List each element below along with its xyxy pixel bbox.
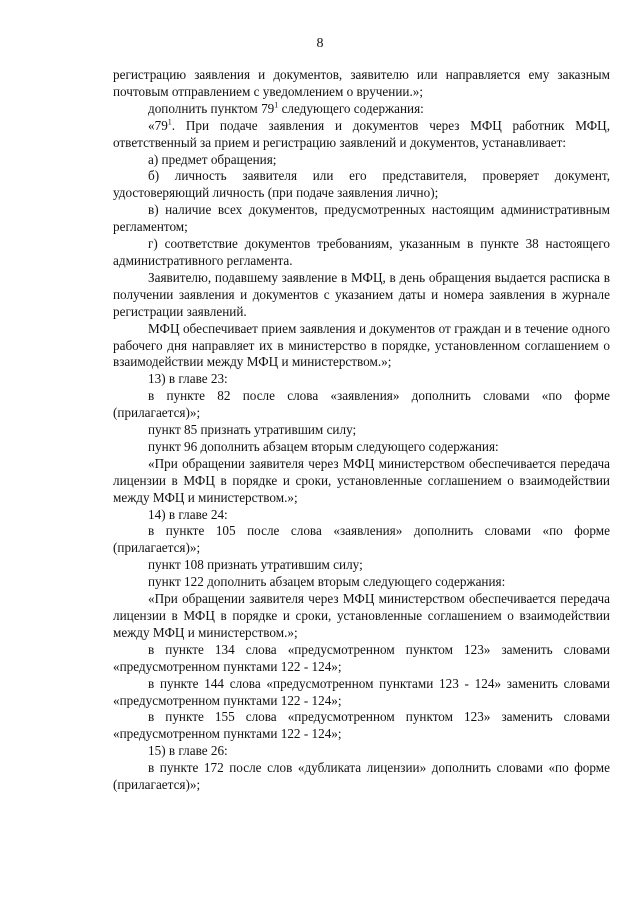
paragraph: 13) в главе 23: (148, 371, 228, 387)
paragraph (113, 101, 610, 118)
paragraph: в пункте 144 слова «предусмотренном пунктами 123 - 124» заменить словами «предусмотренном пунктами 122 - 124»; (113, 675, 610, 708)
paragraph: пункт 122 дополнить абзацем вторым следующего содержания: (148, 574, 506, 590)
paragraph: в пункте 105 после слова «заявления» дополнить словами «по форме (прилагается)»; (113, 523, 610, 556)
paragraph: в пункте 172 после слов «дубликата лицензии» дополнить словами «по форме (прилагается)»; (113, 760, 610, 793)
paragraph: Заявителю, подавшему заявление в МФЦ, в день обращения выдается расписка в получении заявления и документов с указанием даты и номера заявления в журнале регистрации заявлений. (113, 269, 610, 319)
paragraph: в пункте 155 слова «предусмотренном пунктом 123» заменить словами «предусмотренном пунктами 122 - 124»; (113, 709, 610, 742)
paragraph: пункт 108 признать утратившим силу; (148, 557, 363, 573)
paragraph-text: «79 (148, 117, 168, 133)
paragraph: «При обращении заявителя через МФЦ министерством обеспечивается передача лицензии в МФЦ в порядке и сроки, установленные соглашением о взаимодействии между МФЦ и министерством.»; (113, 591, 610, 640)
document-body (113, 67, 610, 794)
paragraph: в пункте 82 после слова «заявления» дополнить словами «по форме (прилагается)»; (113, 388, 610, 421)
superscript: 1 (167, 117, 172, 127)
paragraph: 15) в главе 26: (148, 743, 228, 759)
paragraph: МФЦ обеспечивает прием заявления и документов от граждан и в течение одного рабочего дня направляет их в министерство в порядке, установленном соглашением о взаимодействии между МФЦ и министерством.»; (113, 320, 610, 370)
paragraph (113, 118, 610, 152)
paragraph: пункт 85 признать утратившим силу; (148, 422, 357, 438)
paragraph: в) наличие всех документов, предусмотренных настоящим административным регламентом; (113, 202, 610, 235)
paragraph: 14) в главе 24: (148, 506, 228, 522)
superscript: 1 (274, 100, 279, 110)
paragraph-text: . При подаче заявления и документов через МФЦ работник МФЦ, ответственный за прием и регистрацию заявлений и документов, устанавливает: (113, 117, 610, 150)
paragraph: в пункте 134 слова «предусмотренном пунктом 123» заменить словами «предусмотренном пунктами 122 - 124»; (113, 641, 610, 674)
paragraph: а) предмет обращения; (148, 151, 277, 167)
paragraph-text: дополнить пунктом 79 (148, 100, 275, 116)
paragraph: б) личность заявителя или его представителя, проверяет документ, удостоверяющий личность (при подаче заявления лично); (113, 168, 610, 201)
paragraph: «При обращении заявителя через МФЦ министерством обеспечивается передача лицензии в МФЦ в порядке и сроки, установленные соглашением о взаимодействии между МФЦ и министерством.»; (113, 455, 610, 505)
paragraph: пункт 96 дополнить абзацем вторым следующего содержания: (148, 438, 499, 454)
paragraph: регистрацию заявления и документов, заявителю или направляется ему заказным почтовым отправлением с уведомлением о вручении.»; (113, 67, 610, 99)
paragraph-text: следующего содержания: (278, 100, 424, 116)
paragraph: г) соответствие документов требованиям, указанным в пункте 38 настоящего административного регламента. (113, 236, 610, 268)
page-number: 8 (316, 36, 324, 51)
